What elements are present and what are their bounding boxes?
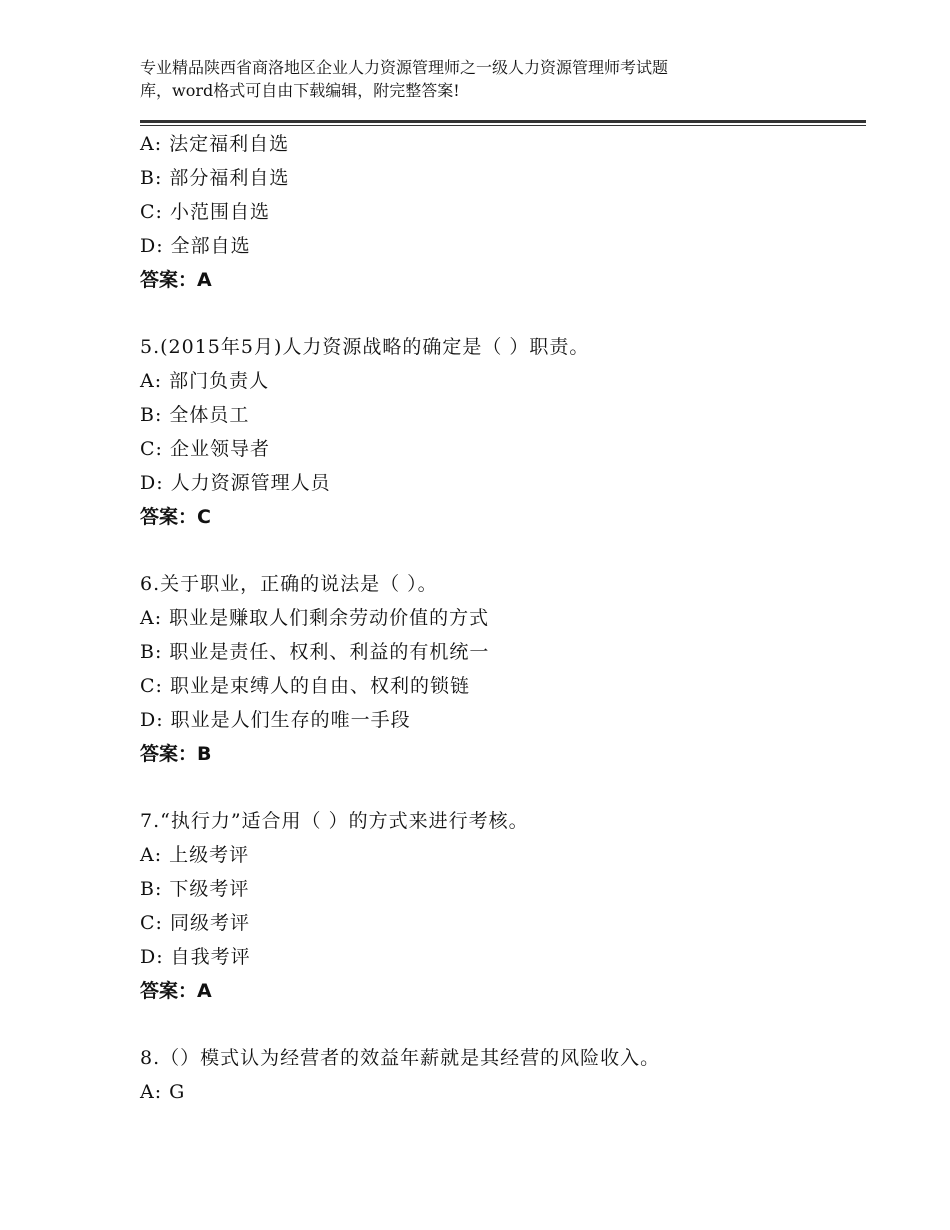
answer-line: 答案：C (140, 506, 211, 528)
option-c: C: 小范围自选 (140, 201, 270, 223)
option-b: B: 下级考评 (140, 878, 250, 900)
question-stem: 7.“执行力”适合用（ ）的方式来进行考核。 (140, 810, 529, 832)
option-a: A: 法定福利自选 (140, 133, 290, 155)
option-c: C: 同级考评 (140, 912, 250, 934)
option-a: A: 职业是赚取人们剩余劳动价值的方式 (140, 607, 490, 629)
option-b: B: 全体员工 (140, 404, 250, 426)
option-a: A: 部门负责人 (140, 370, 270, 392)
option-a: A: G (140, 1081, 186, 1103)
question-8 (140, 1041, 866, 1109)
question-continued (140, 127, 866, 297)
header-title-line-1: 专业精品陕西省商洛地区企业人力资源管理师之一级人力资源管理师考试题 (140, 58, 669, 77)
option-d: D: 全部自选 (140, 235, 251, 257)
answer-line: 答案：B (140, 743, 212, 765)
question-stem: 8.（）模式认为经营者的效益年薪就是其经营的风险收入。 (140, 1047, 661, 1069)
answer-line: 答案：A (140, 980, 212, 1002)
question-list (140, 127, 866, 1109)
question-7 (140, 804, 866, 1008)
question-stem: 5.(2015年5月)人力资源战略的确定是（ ）职责。 (140, 336, 590, 358)
option-a: A: 上级考评 (140, 844, 250, 866)
header-divider-thick (140, 120, 866, 123)
option-d: D: 自我考评 (140, 946, 251, 968)
header-divider-thin (140, 125, 866, 126)
option-d: D: 职业是人们生存的唯一手段 (140, 709, 411, 731)
option-b: B: 职业是责任、权利、利益的有机统一 (140, 641, 490, 663)
option-b: B: 部分福利自选 (140, 167, 290, 189)
question-5 (140, 330, 866, 534)
option-c: C: 职业是束缚人的自由、权利的锁链 (140, 675, 470, 697)
question-6 (140, 567, 866, 771)
header-title-line-2: 库，word格式可自由下载编辑，附完整答案! (140, 81, 460, 100)
option-c: C: 企业领导者 (140, 438, 270, 460)
question-stem: 6.关于职业，正确的说法是（ ）。 (140, 573, 438, 595)
answer-line: 答案：A (140, 269, 212, 291)
option-d: D: 人力资源管理人员 (140, 472, 331, 494)
document-header (140, 56, 840, 102)
